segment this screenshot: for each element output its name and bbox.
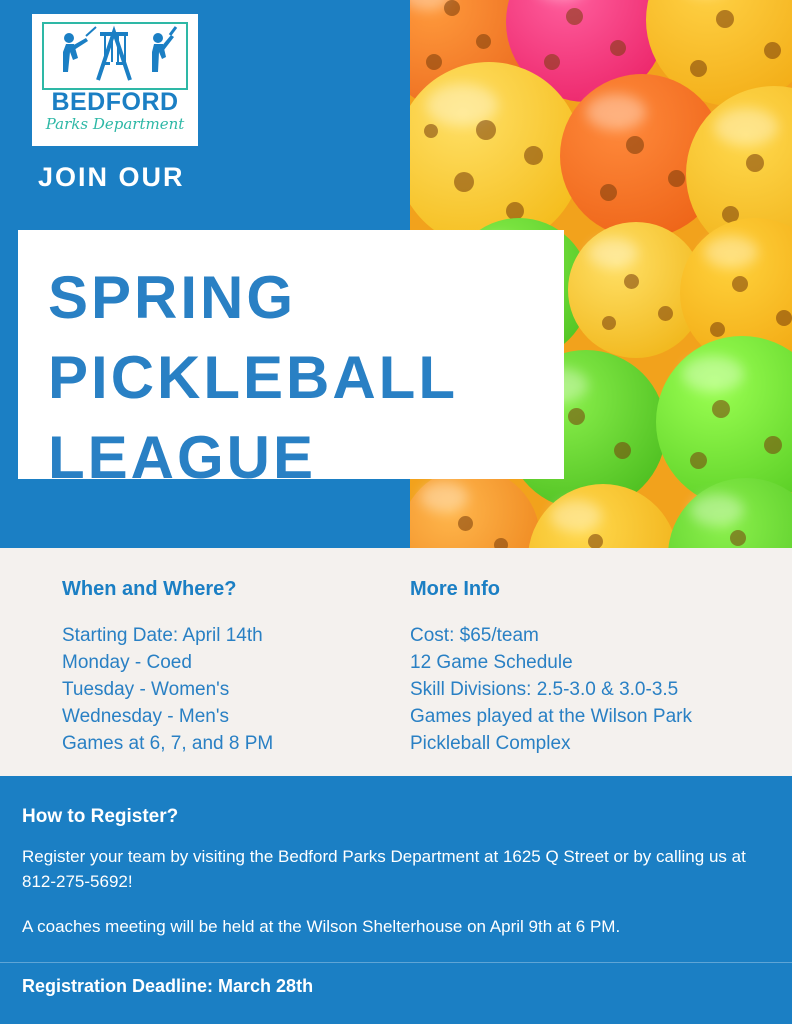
- info-section: [0, 548, 792, 776]
- more-info-line-3: Skill Divisions: 2.5-3.0 & 3.0-3.5: [410, 678, 679, 700]
- decorative-ball: [410, 62, 582, 248]
- more-info-line-2: 12 Game Schedule: [410, 651, 573, 673]
- register-paragraph-1: Register your team by visiting the Bedford Parks Department at 1625 Q Street or by calling us at 812-275-5692!: [22, 847, 746, 892]
- when-and-where-line-5: Games at 6, 7, and 8 PM: [62, 732, 274, 754]
- playground-swings-icon: [42, 22, 188, 90]
- when-and-where-column: [62, 578, 392, 758]
- logo: [32, 14, 198, 146]
- when-and-where-line-1: Starting Date: April 14th: [62, 625, 263, 646]
- register-paragraph-2: A coaches meeting will be held at the Wilson Shelterhouse on April 9th at 6 PM.: [22, 917, 621, 936]
- page-title-line-3: LEAGUE: [48, 424, 317, 491]
- page-title-line-1: SPRING: [48, 264, 297, 331]
- registration-deadline: Registration Deadline: March 28th: [22, 976, 314, 996]
- more-info-heading: More Info: [410, 578, 500, 600]
- page-title-line-2: PICKLEBALL: [48, 344, 458, 411]
- more-info-line-4: Games played at the Wilson Park: [410, 705, 692, 727]
- when-and-where-line-2: Monday - Coed: [62, 651, 192, 673]
- when-and-where-line-4: Wednesday - Men's: [62, 705, 229, 727]
- hero-kicker: JOIN OUR: [38, 162, 185, 192]
- when-and-where-heading: When and Where?: [62, 578, 237, 600]
- divider: [0, 962, 792, 963]
- more-info-line-5: Pickleball Complex: [410, 732, 571, 754]
- how-to-register-heading: How to Register?: [22, 806, 179, 827]
- logo-tagline: Parks Department: [45, 115, 185, 133]
- logo-wordmark: BEDFORD: [51, 88, 179, 116]
- register-section: [0, 776, 792, 1024]
- more-info-column: [410, 578, 760, 758]
- more-info-line-1: Cost: $65/team: [410, 625, 539, 646]
- hero-title-card: [18, 230, 564, 491]
- when-and-where-line-3: Tuesday - Women's: [62, 678, 230, 700]
